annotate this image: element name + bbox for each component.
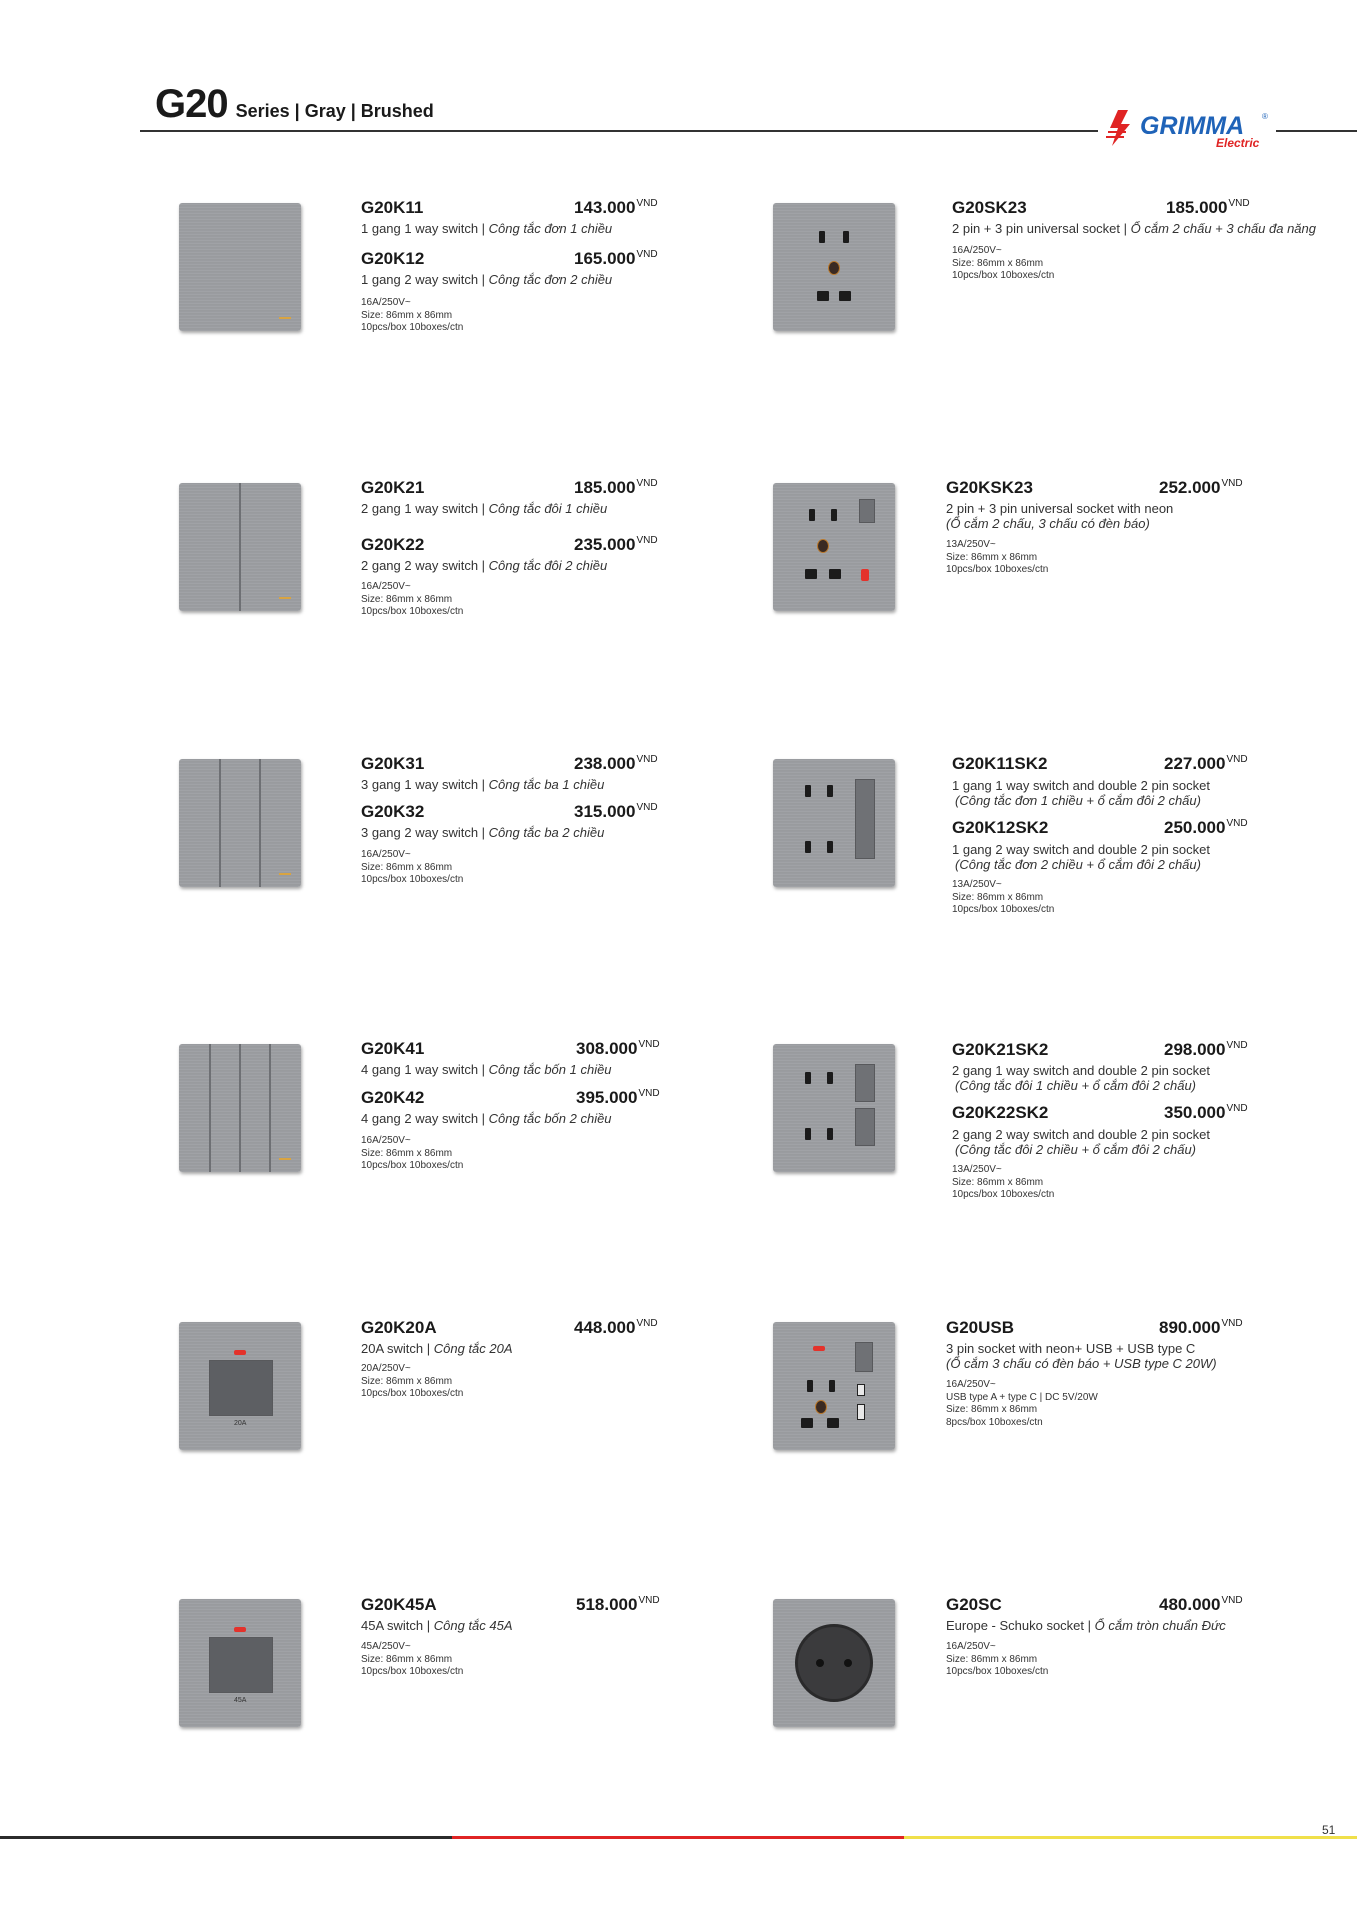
product-description-vi: (Công tắc đơn 1 chiều + ổ cắm đôi 2 chấu)	[955, 793, 1201, 808]
product-price	[1164, 818, 1248, 838]
usb-a-port-icon	[857, 1404, 865, 1420]
product-specs	[946, 1379, 1098, 1429]
product-description-en: 3 pin socket with neon+ USB + USB type C	[946, 1341, 1196, 1356]
price-currency: VND	[1226, 818, 1248, 829]
brand-mark-icon	[1104, 108, 1138, 148]
price-value: 185.000	[574, 478, 636, 497]
description-en: 2 gang 2 way switch |	[361, 558, 489, 573]
spec-packing: 10pcs/box 10boxes/ctn	[946, 564, 1049, 575]
spec-size: Size: 86mm x 86mm	[361, 1375, 453, 1387]
product-description-vi: (Ổ cắm 3 chấu có đèn báo + USB type C 20W)	[946, 1356, 1217, 1371]
description-vi: Công tắc ba 1 chiều	[488, 777, 605, 792]
socket-pin-icon	[817, 291, 829, 301]
description-en: 2 pin + 3 pin universal socket |	[952, 221, 1131, 236]
product-code: G20SK23	[952, 198, 1027, 217]
product-description-en: 2 gang 1 way switch and double 2 pin socket	[952, 1063, 1211, 1078]
price-currency: VND	[638, 1088, 660, 1099]
price-currency: VND	[1228, 198, 1250, 209]
description-vi: Công tắc đơn 2 chiều	[488, 272, 613, 287]
description-en: 45A switch |	[361, 1618, 434, 1633]
price-value: 350.000	[1164, 1103, 1226, 1122]
spec-rating: 16A/250V~	[946, 1379, 996, 1390]
description-en: 2 gang 1 way switch |	[361, 501, 489, 516]
brand-logo	[1104, 108, 1274, 150]
spec-rating: 20A/250V~	[361, 1363, 411, 1374]
price-value: 298.000	[1164, 1040, 1226, 1059]
socket-earth-icon	[828, 261, 840, 275]
amp-label: 20A	[234, 1420, 247, 1427]
product-code: G20K42	[361, 1088, 425, 1107]
product-image-45a-switch	[179, 1599, 301, 1727]
product-image-switch-double-socket	[773, 759, 895, 887]
product-code: G20K21SK2	[952, 1040, 1049, 1059]
socket-pin-icon	[819, 231, 825, 243]
product-code: G20K45A	[361, 1595, 437, 1614]
switch-rocker	[209, 1360, 273, 1416]
usb-c-port-icon	[857, 1384, 865, 1396]
socket-pin-icon	[827, 1128, 833, 1140]
product-price	[1159, 1318, 1243, 1338]
description-en: 20A switch |	[361, 1341, 434, 1356]
product-image-universal-socket	[773, 203, 895, 331]
price-currency: VND	[636, 1318, 658, 1329]
socket-pin-icon	[827, 1072, 833, 1084]
spec-size: Size: 86mm x 86mm	[361, 593, 453, 605]
description-vi: Công tắc bốn 2 chiều	[488, 1111, 612, 1126]
description-vi: Công tắc đơn 1 chiều	[488, 221, 613, 236]
product-specs	[946, 539, 1048, 577]
description-en: 3 gang 1 way switch |	[361, 777, 489, 792]
product-description	[361, 272, 612, 287]
socket-pin-icon	[843, 231, 849, 243]
spec-rating: 16A/250V~	[361, 581, 411, 592]
price-value: 315.000	[574, 802, 636, 821]
description-vi: Công tắc đôi 1 chiều	[488, 501, 608, 516]
spec-packing: 10pcs/box 10boxes/ctn	[361, 1388, 464, 1399]
price-value: 252.000	[1159, 478, 1221, 497]
product-description	[361, 825, 604, 840]
spec-size: Size: 86mm x 86mm	[946, 1404, 1038, 1415]
price-currency: VND	[638, 1595, 660, 1606]
product-description	[361, 221, 612, 236]
description-en: 4 gang 2 way switch |	[361, 1111, 489, 1126]
product-image-1-gang-switch	[179, 203, 301, 331]
product-code: G20K11	[361, 198, 424, 217]
product-price	[1159, 1595, 1243, 1615]
socket-pin-icon	[839, 291, 851, 301]
product-specs	[361, 849, 463, 887]
product-specs	[361, 1135, 463, 1173]
price-value: 250.000	[1164, 818, 1226, 837]
product-description	[361, 1062, 612, 1077]
socket-pin-icon	[829, 569, 841, 579]
product-description	[361, 501, 607, 516]
product-description-vi: (Công tắc đôi 1 chiều + ổ cắm đôi 2 chấu)	[955, 1078, 1197, 1093]
switch-rocker	[859, 499, 875, 523]
series-subtitle: Series | Gray | Brushed	[235, 101, 434, 121]
price-value: 448.000	[574, 1318, 636, 1337]
price-value: 143.000	[574, 198, 636, 217]
footer-line-red	[452, 1836, 904, 1839]
product-code: G20SC	[946, 1595, 1002, 1614]
description-vi: Công tắc 45A	[433, 1618, 513, 1633]
price-currency: VND	[1221, 1318, 1243, 1329]
price-currency: VND	[636, 249, 658, 260]
price-currency: VND	[1221, 478, 1243, 489]
socket-pin-icon	[807, 1380, 813, 1392]
product-image-2-switch-double-socket	[773, 1044, 895, 1172]
product-specs	[361, 1641, 463, 1679]
brand-subtitle: Electric	[1216, 136, 1260, 150]
socket-pin-icon	[809, 509, 815, 521]
product-price	[574, 802, 658, 822]
amp-label: 45A	[234, 1697, 247, 1704]
spec-size: Size: 86mm x 86mm	[361, 1653, 453, 1665]
product-code: G20K12SK2	[952, 818, 1049, 837]
price-currency: VND	[1226, 754, 1248, 765]
description-vi: Công tắc ba 2 chiều	[488, 825, 605, 840]
product-description	[952, 221, 1316, 236]
product-description	[361, 1341, 513, 1356]
price-currency: VND	[636, 754, 658, 765]
price-currency: VND	[1226, 1103, 1248, 1114]
price-currency: VND	[1226, 1040, 1248, 1051]
price-currency: VND	[638, 1039, 660, 1050]
product-specs	[361, 1363, 463, 1401]
product-image-2-gang-switch	[179, 483, 301, 611]
product-specs	[361, 581, 463, 619]
socket-pin-icon	[816, 1659, 824, 1667]
spec-size: Size: 86mm x 86mm	[361, 309, 453, 321]
spec-rating: 13A/250V~	[952, 879, 1002, 890]
product-specs	[946, 1641, 1048, 1679]
socket-pin-icon	[844, 1659, 852, 1667]
socket-pin-icon	[829, 1380, 835, 1392]
spec-packing: 10pcs/box 10boxes/ctn	[361, 1666, 464, 1677]
socket-pin-icon	[827, 785, 833, 797]
price-currency: VND	[636, 198, 658, 209]
product-specs	[952, 1164, 1054, 1202]
spec-size: Size: 86mm x 86mm	[952, 891, 1044, 903]
switch-rocker	[855, 779, 875, 859]
spec-size: Size: 86mm x 86mm	[361, 1147, 453, 1159]
product-price	[1166, 198, 1250, 218]
spec-packing: 8pcs/box 10boxes/ctn	[946, 1416, 1043, 1428]
socket-pin-icon	[801, 1418, 813, 1428]
product-image-schuko-socket	[773, 1599, 895, 1727]
spec-size: Size: 86mm x 86mm	[946, 551, 1038, 563]
socket-pin-icon	[805, 569, 817, 579]
price-value: 185.000	[1166, 198, 1228, 217]
product-description-en: 2 gang 2 way switch and double 2 pin socket	[952, 1127, 1211, 1142]
header-rule	[140, 130, 1098, 132]
product-code: G20K20A	[361, 1318, 437, 1337]
indicator-strip	[279, 873, 291, 875]
spec-packing: 10pcs/box 10boxes/ctn	[361, 1160, 464, 1171]
product-price	[576, 1595, 660, 1615]
price-currency: VND	[636, 535, 658, 546]
socket-pin-icon	[805, 1072, 811, 1084]
price-value: 238.000	[574, 754, 636, 773]
series-code: G20	[155, 82, 228, 126]
spec-rating: 16A/250V~	[361, 1135, 411, 1146]
description-vi: Công tắc bốn 1 chiều	[488, 1062, 612, 1077]
socket-earth-icon	[815, 1400, 827, 1414]
spec-rating: 13A/250V~	[946, 539, 996, 550]
spec-packing: 10pcs/box 10boxes/ctn	[952, 904, 1055, 915]
product-image-4-gang-switch	[179, 1044, 301, 1172]
product-description	[361, 1111, 612, 1126]
header-rule-right	[1276, 130, 1357, 132]
description-vi: Công tắc đôi 2 chiều	[488, 558, 608, 573]
product-code: G20K41	[361, 1039, 425, 1058]
socket-earth-icon	[817, 539, 829, 553]
product-description-vi: (Ổ cắm 2 chấu, 3 chấu có đèn báo)	[946, 516, 1150, 531]
indicator-strip	[279, 317, 291, 319]
price-currency: VND	[1221, 1595, 1243, 1606]
switch-rocker	[209, 1637, 273, 1693]
product-description-en: 1 gang 2 way switch and double 2 pin socket	[952, 842, 1211, 857]
product-price	[574, 1318, 658, 1338]
price-value: 235.000	[574, 535, 636, 554]
spec-usb: USB type A + type C | DC 5V/20W	[946, 1391, 1098, 1403]
product-description-vi: (Công tắc đôi 2 chiều + ổ cắm đôi 2 chấu)	[955, 1142, 1197, 1157]
product-price	[574, 535, 658, 555]
spec-packing: 10pcs/box 10boxes/ctn	[361, 322, 464, 333]
product-price	[576, 1039, 660, 1059]
spec-rating: 16A/250V~	[952, 245, 1002, 256]
product-code: G20K21	[361, 478, 425, 497]
product-price	[576, 1088, 660, 1108]
product-image-3-gang-switch	[179, 759, 301, 887]
spec-rating: 16A/250V~	[946, 1641, 996, 1652]
product-description-vi: (Công tắc đơn 2 chiều + ổ cắm đôi 2 chấu)	[955, 857, 1201, 872]
spec-size: Size: 86mm x 86mm	[952, 257, 1044, 269]
schuko-socket-icon	[795, 1624, 873, 1702]
rocker-seam	[269, 1044, 271, 1172]
switch-rocker	[855, 1064, 875, 1102]
product-description	[946, 1618, 1226, 1633]
socket-pin-icon	[827, 1418, 839, 1428]
rocker-seam	[239, 1044, 241, 1172]
spec-packing: 10pcs/box 10boxes/ctn	[952, 270, 1055, 281]
product-price	[1164, 1103, 1248, 1123]
price-value: 165.000	[574, 249, 636, 268]
spec-rating: 16A/250V~	[361, 297, 411, 308]
series-title	[155, 82, 434, 127]
description-vi: Ổ cắm 2 chấu + 3 chấu đa năng	[1130, 221, 1317, 236]
product-description	[361, 558, 607, 573]
spec-size: Size: 86mm x 86mm	[361, 861, 453, 873]
product-price	[574, 478, 658, 498]
spec-rating: 13A/250V~	[952, 1164, 1002, 1175]
rocker-seam	[209, 1044, 211, 1172]
price-value: 227.000	[1164, 754, 1226, 773]
description-vi: Công tắc 20A	[433, 1341, 513, 1356]
spec-packing: 10pcs/box 10boxes/ctn	[952, 1189, 1055, 1200]
indicator-strip	[279, 597, 291, 599]
product-code: G20K12	[361, 249, 425, 268]
product-description	[361, 777, 604, 792]
neon-indicator-icon	[861, 569, 869, 581]
rocker-seam	[239, 483, 241, 611]
product-specs	[952, 879, 1054, 917]
product-code: G20K22	[361, 535, 425, 554]
switch-rocker	[855, 1342, 873, 1372]
product-code: G20USB	[946, 1318, 1015, 1337]
price-value: 308.000	[576, 1039, 638, 1058]
rocker-seam	[259, 759, 261, 887]
socket-pin-icon	[805, 841, 811, 853]
rocker-seam	[219, 759, 221, 887]
spec-size: Size: 86mm x 86mm	[946, 1653, 1038, 1665]
product-specs	[361, 297, 463, 335]
spec-packing: 10pcs/box 10boxes/ctn	[361, 606, 464, 617]
product-price	[574, 754, 658, 774]
product-code: G20K32	[361, 802, 425, 821]
product-price	[1159, 478, 1243, 498]
description-en: 3 gang 2 way switch |	[361, 825, 489, 840]
price-currency: VND	[636, 802, 658, 813]
product-code: G20K11SK2	[952, 754, 1048, 773]
spec-size: Size: 86mm x 86mm	[952, 1176, 1044, 1188]
brand-name: GRIMMA	[1140, 112, 1245, 140]
price-value: 890.000	[1159, 1318, 1221, 1337]
page-header	[0, 0, 1357, 160]
socket-pin-icon	[805, 1128, 811, 1140]
price-value: 518.000	[576, 1595, 638, 1614]
price-value: 395.000	[576, 1088, 638, 1107]
footer-line-yellow	[904, 1836, 1357, 1839]
description-en: 4 gang 1 way switch |	[361, 1062, 489, 1077]
product-description-en: 2 pin + 3 pin universal socket with neon	[946, 501, 1174, 516]
product-specs	[952, 245, 1054, 283]
description-en: Europe - Schuko socket |	[946, 1618, 1095, 1633]
price-currency: VND	[636, 478, 658, 489]
spec-packing: 10pcs/box 10boxes/ctn	[361, 874, 464, 885]
description-en: 1 gang 1 way switch |	[361, 221, 489, 236]
product-image-20a-switch	[179, 1322, 301, 1450]
switch-rocker	[855, 1108, 875, 1146]
socket-pin-icon	[827, 841, 833, 853]
product-image-socket-with-neon	[773, 483, 895, 611]
product-description	[361, 1618, 513, 1633]
page-number: 51	[1322, 1823, 1336, 1837]
product-code: G20K31	[361, 754, 425, 773]
neon-indicator-icon	[234, 1350, 246, 1355]
product-image-usb-socket	[773, 1322, 895, 1450]
neon-indicator-icon	[234, 1627, 246, 1632]
spec-rating: 45A/250V~	[361, 1641, 411, 1652]
product-price	[574, 249, 658, 269]
price-value: 480.000	[1159, 1595, 1221, 1614]
description-en: 1 gang 2 way switch |	[361, 272, 489, 287]
product-price	[1164, 1040, 1248, 1060]
socket-pin-icon	[831, 509, 837, 521]
indicator-strip	[279, 1158, 291, 1160]
neon-indicator-icon	[813, 1346, 825, 1351]
brand-registered-mark: ®	[1262, 112, 1268, 121]
socket-pin-icon	[805, 785, 811, 797]
footer-line-dark	[0, 1836, 452, 1839]
product-code: G20KSK23	[946, 478, 1033, 497]
product-description-en: 1 gang 1 way switch and double 2 pin socket	[952, 778, 1211, 793]
description-vi: Ổ cắm tròn chuẩn Đức	[1094, 1618, 1226, 1633]
spec-packing: 10pcs/box 10boxes/ctn	[946, 1666, 1049, 1677]
product-code: G20K22SK2	[952, 1103, 1049, 1122]
product-price	[574, 198, 658, 218]
spec-rating: 16A/250V~	[361, 849, 411, 860]
product-price	[1164, 754, 1248, 774]
